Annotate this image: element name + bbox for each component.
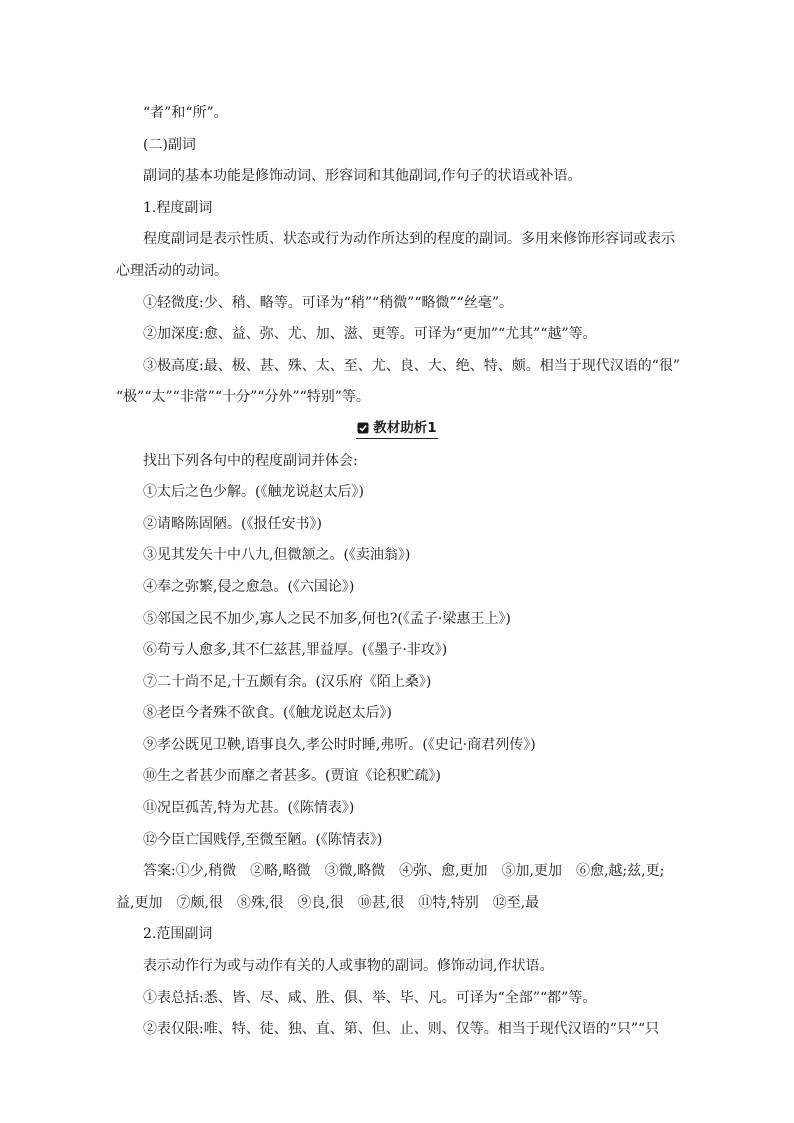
- answer-line: 答案:①少,稍微 ②略,略微 ③微,略微 ④弥、愈,更加 ⑤加,更加 ⑥愈,越;兹,更;: [143, 863, 665, 880]
- answer-line: 益,更加 ⑦颇,很 ⑧殊,很 ⑨良,很 ⑩甚,很 ⑪特,特别 ⑫至,最: [116, 894, 540, 911]
- text-line: ②加深度:愈、益、弥、尤、加、滋、更等。可译为“更加”“尤其”“越”等。: [143, 326, 597, 343]
- exercise-item: ④奉之弥繁,侵之愈急。(《六国论》): [143, 578, 355, 595]
- text-line: 程度副词是表示性质、状态或行为动作所达到的程度的副词。多用来修饰形容词或表示: [143, 231, 675, 248]
- exercise-item: ③见其发矢十中八九,但微颔之。(《卖油翁》): [143, 547, 411, 564]
- box-title-text: 教材助析1: [373, 419, 437, 436]
- box-title-row: [116, 414, 678, 446]
- text-line: “者”和“所”。: [143, 105, 228, 121]
- subsection-heading: 2.范围副词: [143, 926, 213, 943]
- exercise-item: ⑫今臣亡国贱俘,至微至陋。(《陈情表》): [143, 831, 383, 848]
- document-page: [116, 98, 681, 1046]
- text-line: 副词的基本功能是修饰动词、形容词和其他副词,作句子的状语或补语。: [143, 168, 582, 185]
- text-line: “极”“太”“非常”“十分”“分外”“特别”等。: [116, 389, 370, 406]
- exercise-prompt: 找出下列各句中的程度副词并体会:: [143, 452, 358, 469]
- exercise-item: ①太后之色少解。(《触龙说赵太后》): [143, 484, 364, 501]
- exercise-item: ⑩生之者甚少而靡之者甚多。(贾谊《论积贮疏》): [143, 768, 441, 785]
- text-line: ②表仅限:唯、特、徒、独、直、第、但、止、则、仅等。相当于现代汉语的“只”“只: [143, 1021, 660, 1038]
- text-line: 表示动作行为或与动作有关的人或事物的副词。修饰动词,作状语。: [143, 958, 554, 975]
- exercise-item: ⑧老臣今者殊不欲食。(《触龙说赵太后》): [143, 705, 392, 722]
- text-line: ①轻微度:少、稍、略等。可译为“稍”“稍微”“略微”“丝毫”。: [143, 294, 513, 311]
- section-heading: (二)副词: [143, 136, 196, 153]
- text-line: ③极高度:最、极、甚、殊、太、至、尤、良、大、绝、特、颇。相当于现代汉语的“很”: [143, 357, 681, 374]
- subsection-heading: 1.程度副词: [143, 199, 213, 216]
- text-line: ①表总括:悉、皆、尽、咸、胜、俱、举、毕、凡。可译为“全部”“都”等。: [143, 989, 597, 1006]
- exercise-item: ⑪况臣孤苦,特为尤甚。(《陈情表》): [143, 800, 355, 817]
- text-line: 心理活动的动词。: [116, 262, 228, 279]
- exercise-item: ⑤邻国之民不加少,寡人之民不加多,何也?(《孟子·梁惠王上》): [143, 610, 511, 627]
- exercise-item: ②请略陈固陋。(《报任安书》): [143, 515, 322, 532]
- box-title: [356, 418, 437, 439]
- exercise-item: ⑥苟亏人愈多,其不仁兹甚,罪益厚。(《墨子·非攻》): [143, 642, 448, 659]
- exercise-item: ⑦二十尚不足,十五颇有余。(汉乐府《陌上桑》): [143, 673, 432, 690]
- checkbox-icon: [357, 422, 369, 434]
- exercise-item: ⑨孝公既见卫鞅,语事良久,孝公时时睡,弗听。(《史记·商君列传》): [143, 736, 536, 753]
